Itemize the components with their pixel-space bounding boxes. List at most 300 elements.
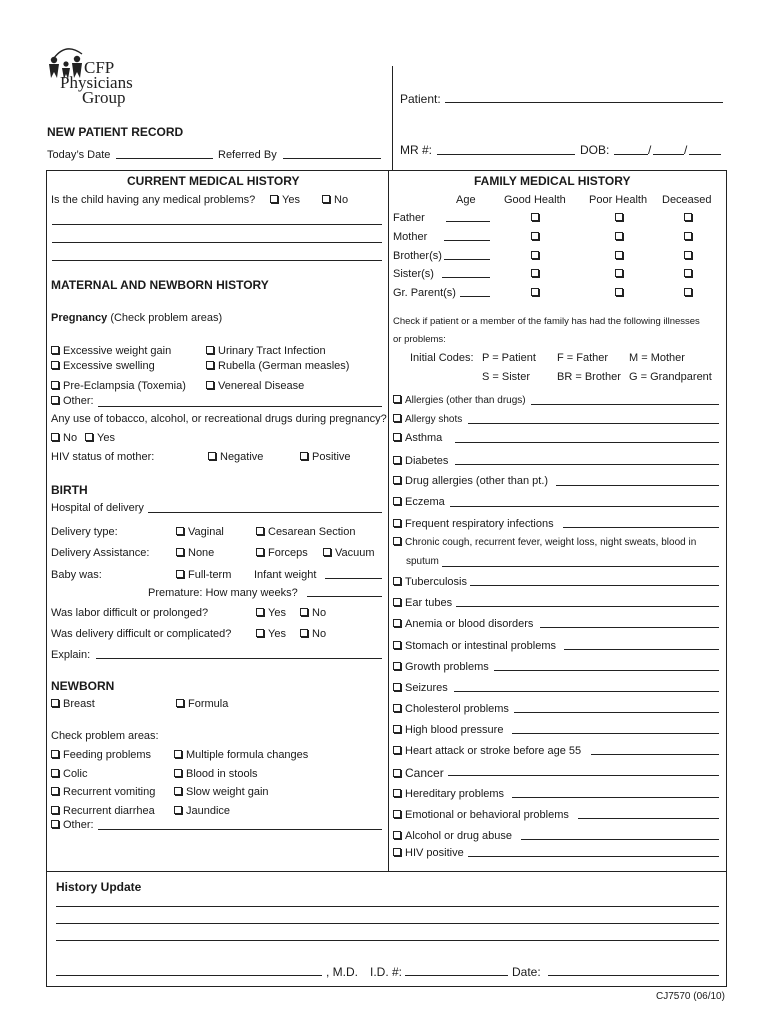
colic-option[interactable] [51, 768, 87, 780]
patient-label: Patient: [400, 92, 441, 106]
checkbox-icon[interactable] [51, 820, 59, 828]
checkbox-icon[interactable] [176, 699, 184, 707]
feeding-problems-option[interactable] [51, 749, 151, 761]
checkbox-icon[interactable] [323, 548, 331, 556]
checkbox-icon[interactable] [206, 346, 214, 354]
mother-poor-health[interactable] [615, 231, 627, 243]
checkbox-icon[interactable] [393, 619, 401, 627]
no-label: No [312, 607, 327, 619]
illness-label: Alcohol or drug abuse [405, 830, 513, 842]
father-good-health[interactable] [531, 212, 543, 224]
newborn-other-option[interactable] [51, 819, 94, 831]
illness-line[interactable] [578, 818, 719, 819]
infant-weight-label: Infant weight [254, 569, 317, 581]
id-label: I.D. #: [370, 965, 403, 979]
history-update-line[interactable] [56, 906, 719, 907]
option-label: Other: [63, 395, 94, 407]
illness-line[interactable] [494, 670, 719, 671]
illness-cholesterol[interactable] [393, 703, 509, 715]
illness-line[interactable] [455, 464, 719, 465]
checkbox-icon[interactable] [531, 232, 539, 240]
checkbox-icon[interactable] [393, 704, 401, 712]
full-term-option[interactable] [176, 569, 231, 581]
code-father: F = Father [557, 352, 609, 364]
slow-weight-gain-option[interactable] [174, 786, 269, 798]
row-grandparents: Gr. Parent(s) [393, 287, 456, 299]
checkbox-icon[interactable] [256, 608, 264, 616]
referred-by-field[interactable] [283, 158, 381, 159]
mother-deceased[interactable] [684, 231, 696, 243]
birth-heading: BIRTH [51, 483, 88, 497]
grandparents-poor-health[interactable] [615, 287, 627, 299]
checkbox-icon[interactable] [256, 629, 264, 637]
formula-label: Formula [188, 698, 229, 710]
history-update-line[interactable] [56, 940, 719, 941]
checkbox-icon[interactable] [51, 433, 59, 441]
checkbox-icon[interactable] [51, 381, 59, 389]
assistance-label: Delivery Assistance: [51, 547, 150, 559]
checkbox-icon[interactable] [393, 433, 401, 441]
illness-line[interactable] [442, 566, 719, 567]
checkbox-icon[interactable] [51, 787, 59, 795]
recurrent-diarrhea-option[interactable] [51, 805, 155, 817]
illness-label: Allergy shots [405, 414, 463, 425]
illness-alcohol[interactable] [393, 830, 512, 842]
illness-seizures[interactable] [393, 682, 448, 694]
vacuum-label: Vacuum [335, 547, 375, 559]
brothers-poor-health[interactable] [615, 250, 627, 262]
checkbox-icon[interactable] [615, 251, 623, 259]
checkbox-icon[interactable] [684, 269, 692, 277]
row-brothers: Brother(s) [393, 250, 442, 262]
checkbox-icon[interactable] [684, 232, 692, 240]
brothers-good-health[interactable] [531, 250, 543, 262]
no-label: No [312, 628, 327, 640]
checkbox-icon[interactable] [393, 395, 401, 403]
illness-label: Eczema [405, 496, 445, 508]
vaginal-option[interactable] [176, 526, 224, 538]
checkbox-icon[interactable] [393, 662, 401, 670]
pregnancy-bold: Pregnancy [51, 312, 108, 324]
delivery-no[interactable] [300, 628, 326, 640]
illness-label: Allergies (other than drugs) [405, 395, 526, 406]
illness-hiv[interactable] [393, 847, 464, 859]
option-label: Recurrent diarrhea [63, 805, 155, 817]
maternal-other-field[interactable] [98, 406, 382, 407]
negative-label: Negative [220, 451, 264, 463]
illness-label: Drug allergies (other than pt.) [405, 475, 549, 487]
illness-line[interactable] [450, 506, 719, 507]
checkbox-icon[interactable] [615, 269, 623, 277]
illness-label: Chronic cough, recurrent fever, weight loss, night sweats, blood in [405, 537, 697, 548]
medical-problems-question: Is the child having any medical problems? [51, 194, 256, 206]
checkbox-icon[interactable] [300, 452, 308, 460]
illness-ear-tubes[interactable] [393, 597, 452, 609]
premature-label: Premature: How many weeks? [148, 587, 298, 599]
checkbox-icon[interactable] [393, 519, 401, 527]
logo [44, 42, 154, 122]
opt-pre-eclampsia[interactable] [51, 380, 186, 392]
checkbox-icon[interactable] [684, 213, 692, 221]
illness-drug-allergies[interactable] [393, 475, 548, 487]
explain-field[interactable] [96, 658, 382, 659]
checkbox-icon[interactable] [176, 527, 184, 535]
checkbox-icon[interactable] [51, 699, 59, 707]
opt-excessive-swelling[interactable] [51, 360, 155, 372]
opt-rubella[interactable] [206, 360, 349, 372]
col-good-health: Good Health [504, 194, 566, 206]
current-history-heading: CURRENT MEDICAL HISTORY [127, 174, 300, 188]
checkbox-icon[interactable] [51, 346, 59, 354]
cesarean-option[interactable] [256, 526, 355, 538]
blood-in-stools-option[interactable] [174, 768, 258, 780]
checkbox-icon[interactable] [51, 361, 59, 369]
checkbox-icon[interactable] [393, 789, 401, 797]
illness-eczema[interactable] [393, 496, 445, 508]
code-grandparent: G = Grandparent [629, 371, 712, 383]
illness-line[interactable] [521, 839, 719, 840]
checkbox-icon[interactable] [393, 746, 401, 754]
option-label: Jaundice [186, 805, 231, 817]
history-update-divider [46, 871, 727, 872]
hiv-mother-label: HIV status of mother: [51, 451, 155, 463]
check-problem-areas-label: Check problem areas: [51, 730, 159, 742]
checkbox-icon[interactable] [393, 497, 401, 505]
dob-label: DOB: [580, 143, 610, 157]
option-label: Multiple formula changes [186, 749, 309, 761]
option-label: Recurrent vomiting [63, 786, 156, 798]
history-update-line[interactable] [56, 923, 719, 924]
no-label: No [334, 194, 349, 206]
row-sisters: Sister(s) [393, 268, 434, 280]
tobacco-no[interactable] [51, 432, 77, 444]
premature-weeks-field[interactable] [307, 596, 382, 597]
illness-respiratory[interactable] [393, 518, 554, 530]
checkbox-icon[interactable] [393, 577, 401, 585]
illness-label: Seizures [405, 682, 448, 694]
opt-excessive-weight[interactable] [51, 345, 171, 357]
checkbox-icon[interactable] [615, 213, 623, 221]
illness-label: Cancer [405, 766, 444, 780]
illness-label: Stomach or intestinal problems [405, 640, 557, 652]
code-brother: BR = Brother [557, 371, 621, 383]
checkbox-icon[interactable] [174, 806, 182, 814]
initial-codes-label: Initial Codes: [410, 352, 474, 364]
illness-line[interactable] [468, 423, 719, 424]
checkbox-icon[interactable] [684, 288, 692, 296]
illness-stomach[interactable] [393, 640, 556, 652]
option-label: Pre-Eclampsia (Toxemia) [63, 380, 186, 392]
option-label: Excessive weight gain [63, 345, 172, 357]
medical-problems-yes[interactable] [270, 194, 300, 206]
patient-field[interactable] [445, 102, 723, 103]
mother-age-field[interactable] [444, 240, 490, 241]
illness-line[interactable] [556, 485, 719, 486]
todays-date-label: Today’s Date [47, 149, 111, 161]
illness-label: Diabetes [405, 455, 449, 467]
option-label: Rubella (German measles) [218, 360, 350, 372]
labor-question: Was labor difficult or prolonged? [51, 607, 209, 619]
formula-option[interactable] [176, 698, 228, 710]
checkbox-icon[interactable] [51, 750, 59, 758]
option-label: Urinary Tract Infection [218, 345, 326, 357]
dob-sep-2: / [684, 143, 688, 157]
checkbox-icon[interactable] [531, 269, 539, 277]
vacuum-option[interactable] [323, 547, 375, 559]
mother-good-health[interactable] [531, 231, 543, 243]
option-label: Colic [63, 768, 88, 780]
explain-label: Explain: [51, 649, 91, 661]
dob-sep-1: / [648, 143, 652, 157]
dob-day-field[interactable] [653, 154, 684, 155]
checkbox-icon[interactable] [531, 251, 539, 259]
checkbox-icon[interactable] [208, 452, 216, 460]
father-deceased[interactable] [684, 212, 696, 224]
pregnancy-label [51, 312, 222, 324]
illness-label: Hereditary problems [405, 788, 505, 800]
col-deceased: Deceased [662, 194, 712, 206]
mr-field[interactable] [437, 154, 575, 155]
grandparents-deceased[interactable] [684, 287, 696, 299]
checkbox-icon[interactable] [393, 414, 401, 422]
logo-line-1: CFP [84, 58, 115, 77]
cesarean-label: Cesarean Section [268, 526, 356, 538]
infant-weight-field[interactable] [325, 578, 382, 579]
checkbox-icon[interactable] [51, 769, 59, 777]
illness-heart-attack[interactable] [393, 745, 581, 757]
code-mother: M = Mother [629, 352, 685, 364]
brothers-deceased[interactable] [684, 250, 696, 262]
pregnancy-note: (Check problem areas) [110, 312, 223, 324]
illness-label: High blood pressure [405, 724, 504, 736]
formula-changes-option[interactable] [174, 749, 308, 761]
checkbox-icon[interactable] [393, 769, 401, 777]
checkbox-icon[interactable] [531, 288, 539, 296]
checkbox-icon[interactable] [300, 608, 308, 616]
checkbox-icon[interactable] [393, 476, 401, 484]
date-field[interactable] [548, 975, 719, 976]
illness-label: Ear tubes [405, 597, 453, 609]
id-field[interactable] [405, 975, 508, 976]
history-update-heading: History Update [56, 880, 142, 894]
checkbox-icon[interactable] [393, 810, 401, 818]
current-history-line[interactable] [52, 242, 382, 243]
illness-blood-pressure[interactable] [393, 724, 503, 736]
checkbox-icon[interactable] [51, 396, 59, 404]
breast-label: Breast [63, 698, 95, 710]
illness-label: Anemia or blood disorders [405, 618, 534, 630]
illness-allergy-shots[interactable] [393, 414, 462, 425]
vaginal-label: Vaginal [188, 526, 224, 538]
jaundice-option[interactable] [174, 805, 230, 817]
labor-yes[interactable] [256, 607, 286, 619]
grandparents-age-field[interactable] [460, 296, 490, 297]
checkbox-icon[interactable] [176, 548, 184, 556]
recurrent-vomiting-option[interactable] [51, 786, 155, 798]
tobacco-yes[interactable] [85, 432, 115, 444]
checkbox-icon[interactable] [206, 381, 214, 389]
checkbox-icon[interactable] [615, 288, 623, 296]
delivery-yes[interactable] [256, 628, 286, 640]
illness-line[interactable] [512, 733, 719, 734]
checkbox-icon[interactable] [174, 769, 182, 777]
dob-year-field[interactable] [689, 154, 721, 155]
illness-label: Growth problems [405, 661, 489, 673]
check-instructions-2: or problems: [393, 334, 446, 345]
forceps-option[interactable] [256, 547, 308, 559]
col-poor-health: Poor Health [589, 194, 648, 206]
none-option[interactable] [176, 547, 214, 559]
row-father: Father [393, 212, 425, 224]
option-label: Slow weight gain [186, 786, 269, 798]
illness-line[interactable] [531, 404, 719, 405]
illness-line[interactable] [512, 797, 719, 798]
illness-line[interactable] [591, 754, 719, 755]
checkbox-icon[interactable] [300, 629, 308, 637]
illness-label: Heart attack or stroke before age 55 [405, 745, 582, 757]
todays-date-field[interactable] [116, 158, 213, 159]
tobacco-question: Any use of tobacco, alcohol, or recreational drugs during pregnancy? [51, 413, 387, 425]
column-divider [388, 170, 389, 872]
dob-month-field[interactable] [614, 154, 648, 155]
md-signature-field[interactable] [56, 975, 322, 976]
illness-line[interactable] [455, 442, 719, 443]
illness-label: Asthma [405, 432, 443, 444]
illness-asthma[interactable] [393, 432, 442, 444]
illness-line[interactable] [563, 527, 719, 528]
illness-label: HIV positive [405, 847, 464, 859]
illness-cancer[interactable] [393, 766, 444, 780]
family-history-heading: FAMILY MEDICAL HISTORY [474, 174, 631, 188]
opt-other[interactable] [51, 395, 94, 407]
newborn-other-field[interactable] [98, 829, 382, 830]
maternal-heading: MATERNAL AND NEWBORN HISTORY [51, 278, 269, 292]
checkbox-icon[interactable] [615, 232, 623, 240]
option-label: Venereal Disease [218, 380, 305, 392]
illness-label: Frequent respiratory infections [405, 518, 554, 530]
form-code: CJ7570 (06/10) [656, 991, 725, 1002]
labor-no[interactable] [300, 607, 326, 619]
father-poor-health[interactable] [615, 212, 627, 224]
sisters-deceased[interactable] [684, 268, 696, 280]
brothers-age-field[interactable] [444, 259, 490, 260]
medical-problems-no[interactable] [322, 194, 348, 206]
checkbox-icon[interactable] [174, 787, 182, 795]
illness-hereditary[interactable] [393, 788, 504, 800]
illness-tuberculosis[interactable] [393, 576, 467, 588]
illness-label: Tuberculosis [405, 576, 467, 588]
md-label: , M.D. [326, 965, 358, 979]
yes-label: Yes [97, 432, 115, 444]
yes-label: Yes [268, 607, 286, 619]
illness-line[interactable] [468, 856, 719, 857]
checkbox-icon[interactable] [174, 750, 182, 758]
no-label: No [63, 432, 78, 444]
illness-emotional[interactable] [393, 809, 569, 821]
current-history-line[interactable] [52, 224, 382, 225]
illness-label: Cholesterol problems [405, 703, 509, 715]
grandparents-good-health[interactable] [531, 287, 543, 299]
father-age-field[interactable] [446, 221, 490, 222]
delivery-type-label: Delivery type: [51, 526, 118, 538]
checkbox-icon[interactable] [51, 806, 59, 814]
positive-label: Positive [312, 451, 351, 463]
current-history-line[interactable] [52, 260, 382, 261]
mr-label: MR #: [400, 143, 433, 157]
illness-line[interactable] [540, 627, 719, 628]
illness-line[interactable] [448, 775, 719, 776]
checkbox-icon[interactable] [393, 537, 401, 545]
breast-option[interactable] [51, 698, 95, 710]
illness-line[interactable] [514, 712, 719, 713]
referred-by-label: Referred By [218, 149, 277, 161]
full-term-label: Full-term [188, 569, 232, 581]
header-divider [392, 66, 393, 170]
yes-label: Yes [268, 628, 286, 640]
logo-line-2: Physicians [60, 73, 133, 92]
illness-line[interactable] [564, 649, 719, 650]
hospital-label: Hospital of delivery [51, 502, 144, 514]
illness-diabetes[interactable] [393, 455, 448, 467]
checkbox-icon[interactable] [256, 527, 264, 535]
checkbox-icon[interactable] [85, 433, 93, 441]
checkbox-icon[interactable] [684, 251, 692, 259]
checkbox-icon[interactable] [256, 548, 264, 556]
code-patient: P = Patient [482, 352, 536, 364]
checkbox-icon[interactable] [176, 570, 184, 578]
opt-uti[interactable] [206, 345, 326, 357]
forceps-label: Forceps [268, 547, 308, 559]
illness-growth[interactable] [393, 661, 489, 673]
option-label: Other: [63, 819, 94, 831]
checkbox-icon[interactable] [531, 213, 539, 221]
option-label: Blood in stools [186, 768, 258, 780]
illness-line[interactable] [470, 585, 719, 586]
baby-was-label: Baby was: [51, 569, 102, 581]
col-age: Age [456, 194, 476, 206]
checkbox-icon[interactable] [393, 598, 401, 606]
illness-allergies[interactable] [393, 395, 526, 406]
hiv-negative[interactable] [208, 451, 263, 463]
checkbox-icon[interactable] [206, 361, 214, 369]
check-instructions-1: Check if patient or a member of the family has had the following illnesses [393, 316, 700, 327]
sisters-poor-health[interactable] [615, 268, 627, 280]
sisters-age-field[interactable] [442, 277, 490, 278]
form-title: NEW PATIENT RECORD [47, 125, 184, 139]
sisters-good-health[interactable] [531, 268, 543, 280]
row-mother: Mother [393, 231, 428, 243]
illness-anemia[interactable] [393, 618, 533, 630]
yes-label: Yes [282, 194, 300, 206]
checkbox-icon[interactable] [322, 195, 330, 203]
hospital-field[interactable] [148, 512, 382, 513]
checkbox-icon[interactable] [393, 725, 401, 733]
checkbox-icon[interactable] [393, 831, 401, 839]
checkbox-icon[interactable] [393, 848, 401, 856]
illness-chronic-cough[interactable] [393, 537, 696, 548]
hiv-positive[interactable] [300, 451, 351, 463]
newborn-heading: NEWBORN [51, 679, 115, 693]
checkbox-icon[interactable] [393, 683, 401, 691]
opt-venereal[interactable] [206, 380, 304, 392]
illness-line[interactable] [454, 691, 719, 692]
none-label: None [188, 547, 215, 559]
illness-line[interactable] [456, 606, 719, 607]
checkbox-icon[interactable] [270, 195, 278, 203]
checkbox-icon[interactable] [393, 641, 401, 649]
checkbox-icon[interactable] [393, 456, 401, 464]
logo-line-3: Group [82, 88, 126, 107]
